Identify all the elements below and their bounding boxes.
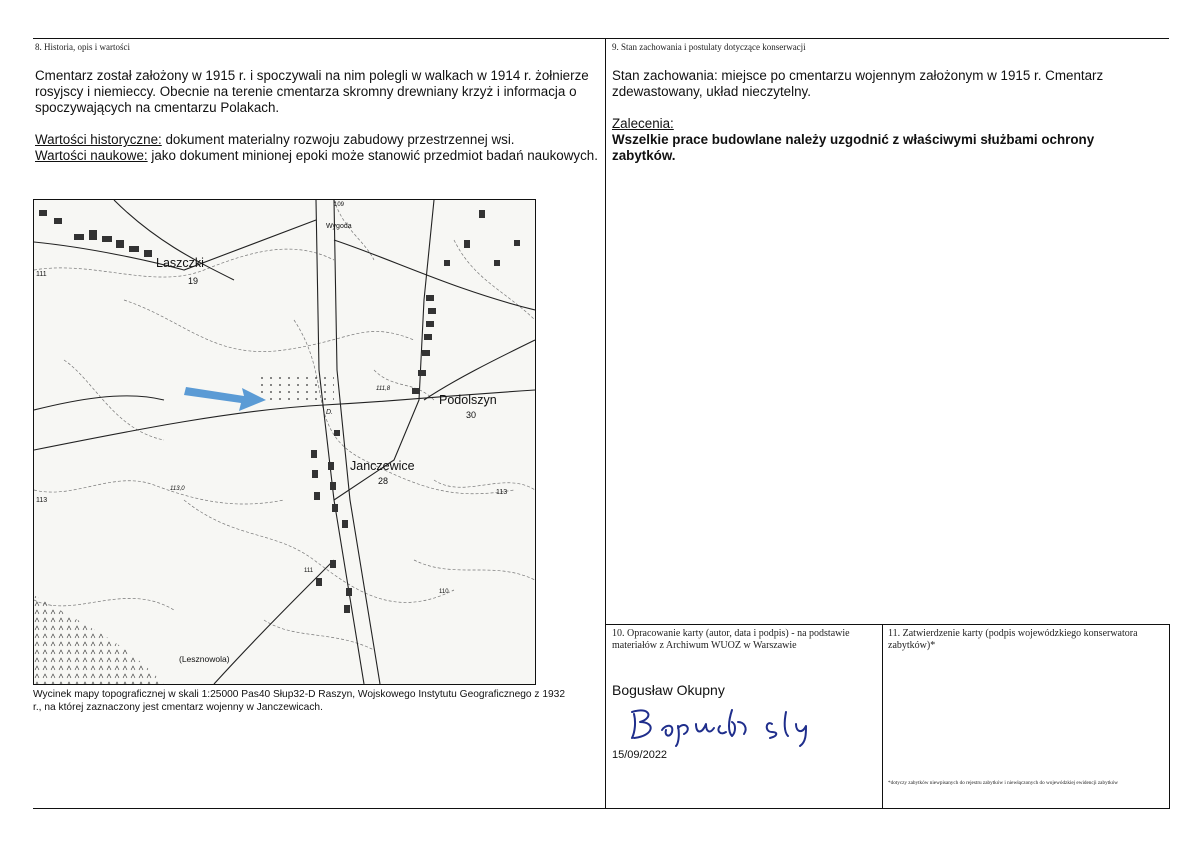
map-drawing — [34, 200, 535, 684]
topographic-map — [33, 199, 536, 685]
card-date: 15/09/2022 — [612, 749, 668, 761]
scientific-values-text: jako dokument minionej epoki może stanowić przedmiot badań naukowych. — [147, 148, 598, 163]
center-divider — [605, 38, 606, 809]
section11-heading: 11. Zatwierdzenie karty (podpis wojewódzkiego konserwatora zabytków)* — [888, 628, 1138, 651]
contour-lines — [34, 200, 535, 650]
map-label-lesznowola: (Lesznowola) — [179, 654, 230, 664]
map-label-podolszyn: Podolszyn — [439, 393, 497, 407]
signature-box-right — [1169, 624, 1170, 809]
map-height-111-b: 111 — [304, 568, 314, 574]
section9-content — [612, 68, 1160, 164]
state-text: Stan zachowania: miejsce po cmentarzu wojennym założonym w 1915 r. Cmentarz zdewastowany, układ nieczytelny. — [612, 68, 1104, 99]
map-height-111-8: 111,8 — [376, 386, 391, 392]
map-height-113-0: 113,0 — [170, 486, 185, 492]
historical-values — [35, 132, 601, 148]
bottom-rule — [33, 808, 1169, 809]
map-label-wygoda: Wygoda — [326, 223, 352, 230]
recommendations-label: Zalecenia: — [612, 116, 674, 131]
map-height-109: 109 — [334, 202, 345, 208]
top-rule — [33, 38, 1169, 39]
section10-heading: 10. Opracowanie karty (autor, data i podpis) - na podstawie materiałów z Archiwum WUOZ w Warszawie — [612, 628, 850, 651]
section9-heading: 9. Stan zachowania i postulaty dotyczące konserwacji — [612, 42, 806, 52]
map-label-podolszyn-num: 30 — [466, 410, 477, 420]
map-label-janczewice: Janczewice — [350, 459, 415, 473]
section8-description — [35, 68, 601, 164]
forest-area — [34, 595, 164, 684]
historical-values-label: Wartości historyczne: — [35, 132, 162, 147]
map-height-113-left: 113 — [36, 497, 48, 504]
map-label-d: D. — [326, 409, 333, 416]
historical-values-text: dokument materialny rozwoju zabudowy przestrzennej wsi. — [161, 132, 515, 147]
map-label-janczewice-num: 28 — [378, 476, 389, 486]
map-caption: Wycinek mapy topograficznej w skali 1:25000 Pas40 Słup32-D Raszyn, Wojskowego Instytutu Geograficznego z 1932 r., na której zaznaczony jest cmentarz wojenny w Janczewicach. — [33, 689, 566, 713]
scientific-values-label: Wartości naukowe: — [35, 148, 148, 163]
section8-heading: 8. Historia, opis i wartości — [35, 42, 130, 52]
handwritten-signature — [620, 702, 850, 747]
map-label-laszczki: Laszczki — [156, 256, 204, 270]
section11-footnote: *dotyczy zabytków niewpisanych do rejestru zabytków i niewłączonych do wojewódzkiej ewidencji zabytków — [888, 780, 1119, 786]
recommendations-text: Wszelkie prace budowlane należy uzgodnić z właściwymi służbami ochrony zabytków. — [612, 132, 1095, 163]
roads — [34, 200, 535, 684]
map-label-laszczki-num: 19 — [188, 276, 199, 286]
signature-box-top — [605, 624, 1169, 625]
cemetery-area — [259, 375, 334, 405]
scientific-values — [35, 148, 601, 164]
author-name: Bogusław Okupny — [612, 682, 725, 698]
history-paragraph: Cmentarz został założony w 1915 r. i spoczywali na nim polegli w walkach w 1914 r. żołnierze rosyjscy i niemieccy. Obecnie na terenie cmentarza skromny drewniany krzyż i informacja o spoczywających na cmentarzu Polakach. — [35, 68, 589, 115]
cemetery-arrow — [184, 387, 266, 411]
map-height-111: 111 — [36, 271, 47, 278]
map-height-113-right: 113 — [496, 489, 508, 496]
signature-box-divider — [882, 624, 883, 809]
map-height-110: 110 — [439, 589, 449, 595]
